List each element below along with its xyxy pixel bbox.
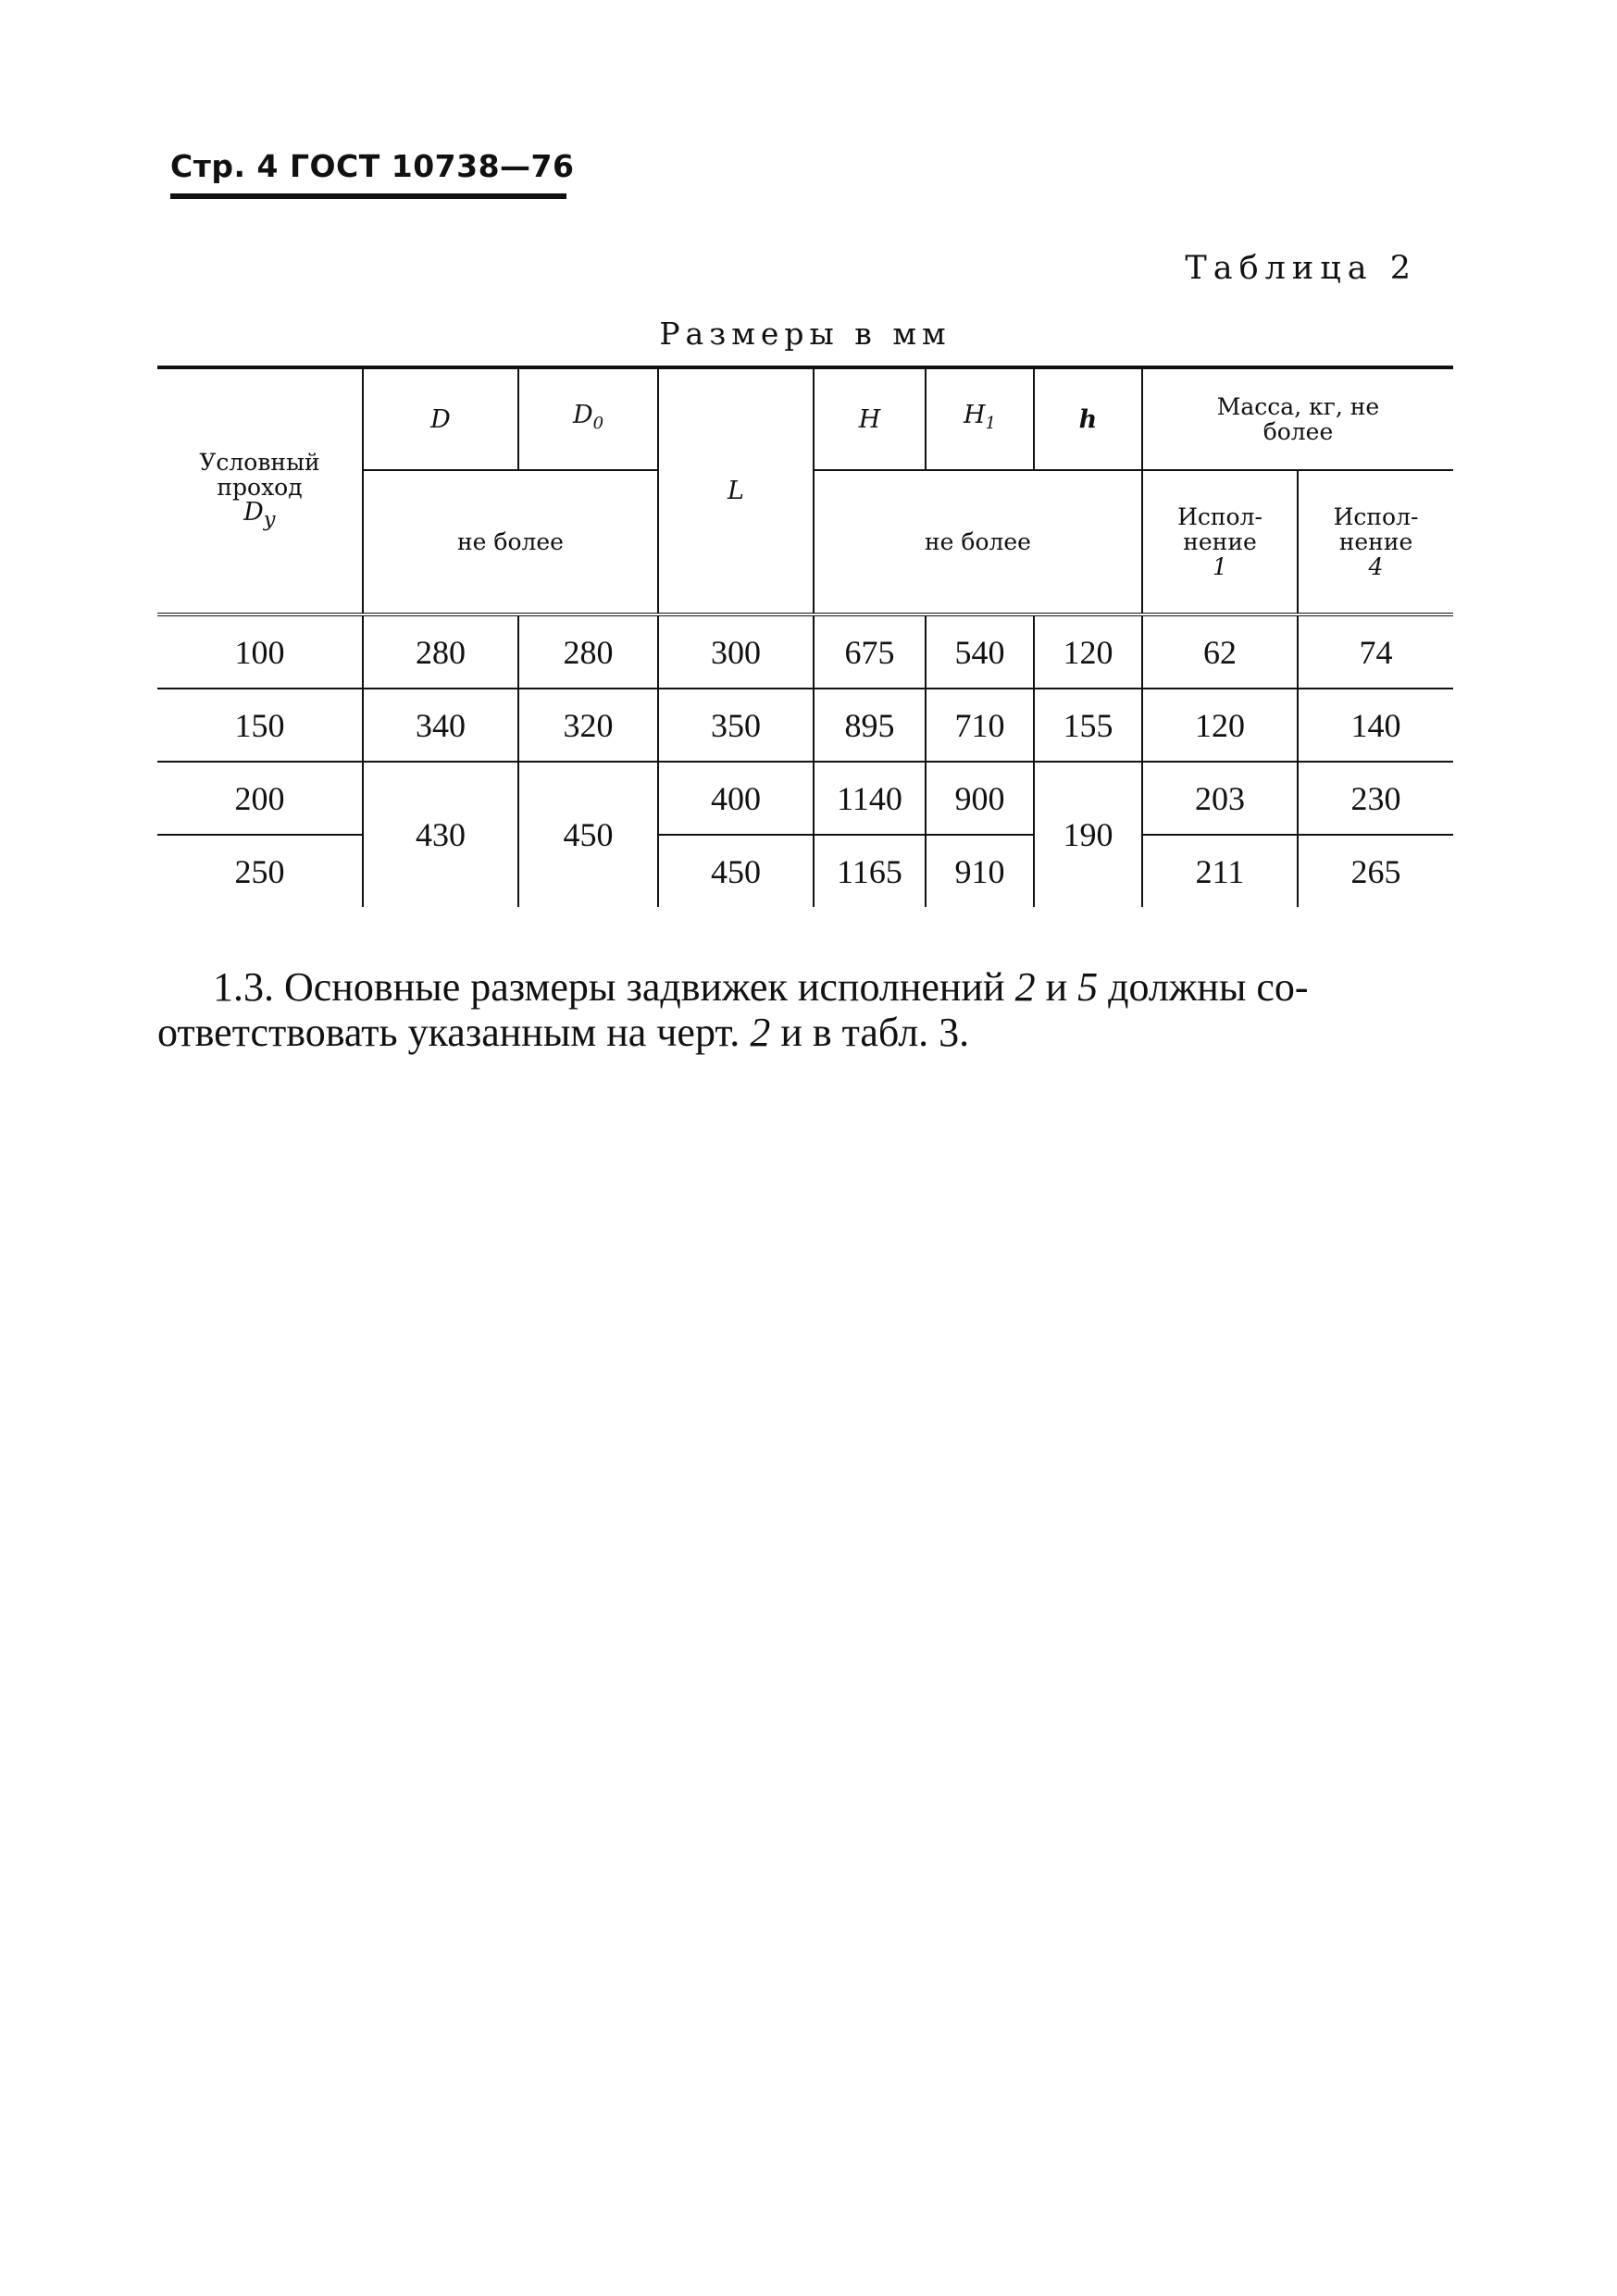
table-row — [157, 614, 1453, 689]
col-header-h: H — [814, 367, 926, 470]
cell-h-small: 120 — [1034, 614, 1142, 689]
not-more-label-1: не более — [363, 470, 658, 614]
cell-l: 300 — [658, 614, 814, 689]
col-header-mass: Масса, кг, не более — [1142, 367, 1453, 470]
cell-d0: 320 — [518, 689, 658, 762]
col-header-d: D — [363, 367, 518, 470]
cell-d: 280 — [363, 614, 518, 689]
col-header-h1: $H_1$ — [926, 367, 1034, 470]
cell-h: 895 — [814, 689, 926, 762]
col-header-exec-4: Испол- нение 4 — [1298, 470, 1453, 614]
table-number: Таблица 2 — [1185, 250, 1417, 287]
running-head-rule — [170, 193, 566, 199]
col-header-d0: $D_0$ — [518, 367, 658, 470]
cell-l: 350 — [658, 689, 814, 762]
table-row — [157, 835, 1453, 907]
running-head-text: Стр. 4 ГОСТ 10738—76 — [170, 148, 575, 184]
col-header-dy: Условный проход $D_у$ — [157, 367, 363, 614]
table-row — [157, 762, 1453, 835]
clause-1-3: 1.3. Основные размеры задвижек исполнений 2 и 5 должны со- ответствовать указанным на черт. 2 и в табл. 3. — [157, 964, 1309, 1055]
cell-dy: 200 — [157, 762, 363, 835]
cell-mass-1: 203 — [1142, 762, 1298, 835]
cell-h-small: 190 — [1034, 762, 1142, 907]
cell-d: 340 — [363, 689, 518, 762]
cell-mass-4: 265 — [1298, 835, 1453, 907]
cell-h: 1140 — [814, 762, 926, 835]
cell-d: 430 — [363, 762, 518, 907]
cell-l: 450 — [658, 835, 814, 907]
cell-mass-1: 62 — [1142, 614, 1298, 689]
col-header-l: L — [658, 367, 814, 614]
col-header-h-small: h — [1034, 367, 1142, 470]
cell-h1: 540 — [926, 614, 1034, 689]
cell-h1: 900 — [926, 762, 1034, 835]
cell-h: 1165 — [814, 835, 926, 907]
cell-d0: 450 — [518, 762, 658, 907]
running-head — [170, 148, 575, 199]
units-caption: Размеры в мм — [659, 316, 952, 352]
cell-d0: 280 — [518, 614, 658, 689]
col-header-exec-1: Испол- нение 1 — [1142, 470, 1298, 614]
cell-mass-4: 230 — [1298, 762, 1453, 835]
not-more-label-2: не более — [814, 470, 1142, 614]
table-row — [157, 689, 1453, 762]
cell-h1: 910 — [926, 835, 1034, 907]
cell-mass-1: 211 — [1142, 835, 1298, 907]
cell-l: 400 — [658, 762, 814, 835]
cell-dy: 150 — [157, 689, 363, 762]
cell-h-small: 155 — [1034, 689, 1142, 762]
cell-h1: 710 — [926, 689, 1034, 762]
cell-mass-4: 140 — [1298, 689, 1453, 762]
cell-mass-4: 74 — [1298, 614, 1453, 689]
cell-h: 675 — [814, 614, 926, 689]
cell-mass-1: 120 — [1142, 689, 1298, 762]
cell-dy: 250 — [234, 852, 285, 890]
dimensions-table — [157, 366, 1453, 907]
cell-dy: 100 — [157, 614, 363, 689]
